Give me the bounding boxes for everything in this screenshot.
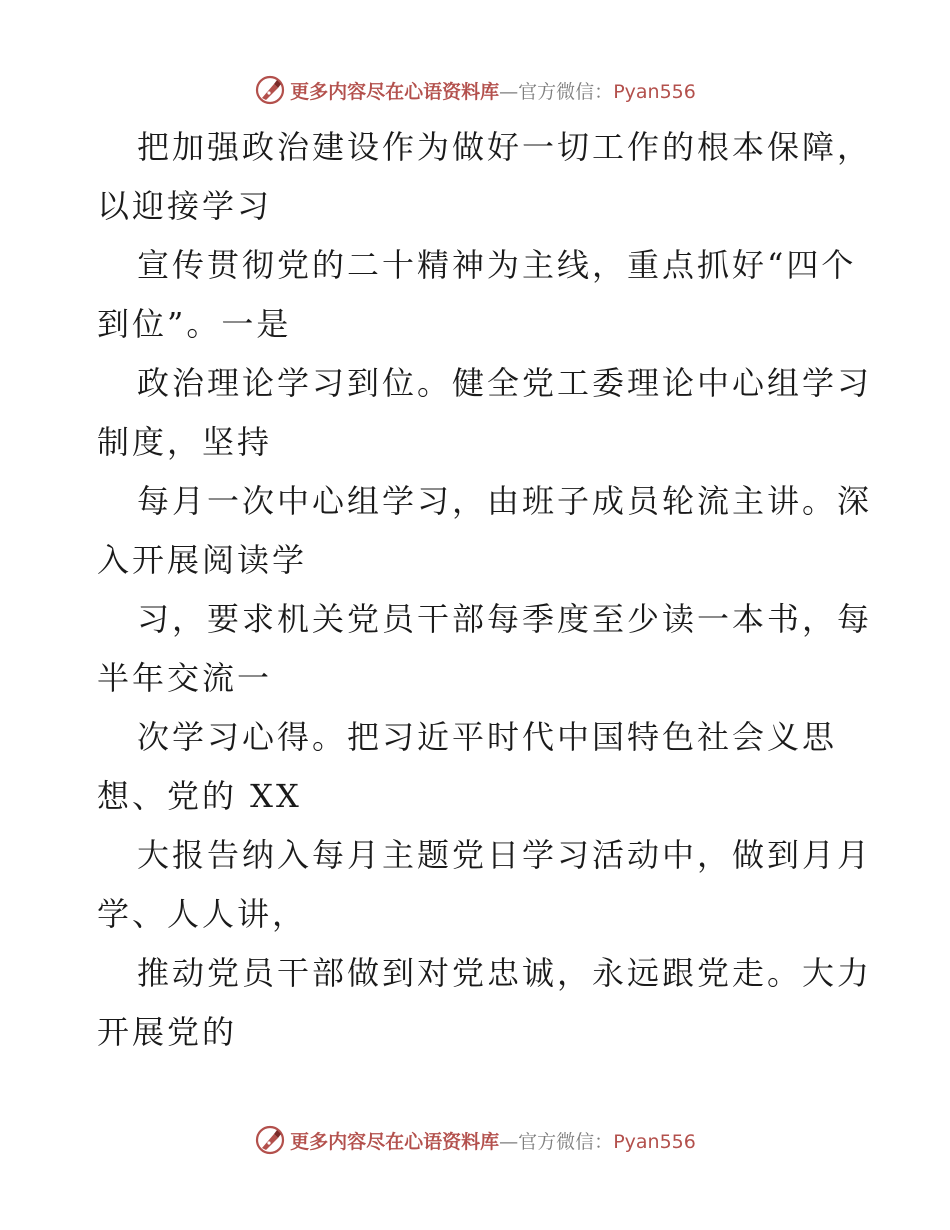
paragraph-line: 推动党员干部做到对党忠诚，永远跟党走。大力 <box>137 954 873 992</box>
paragraph-line: 大报告纳入每月主题党日学习活动中，做到月月 <box>137 836 873 874</box>
paragraph-line: 半年交流一 <box>97 659 273 697</box>
paragraph-line: 政治理论学习到位。健全党工委理论中心组学习 <box>137 364 873 402</box>
paragraph-line: 每月一次中心组学习，由班子成员轮流主讲。深 <box>137 482 873 520</box>
paragraph-line: 学、人人讲， <box>97 895 308 933</box>
pen-nib-logo-icon <box>254 74 286 106</box>
watermark-brand: 更多内容尽在心语资料库 <box>290 80 500 103</box>
paragraph-line: 把加强政治建设作为做好一切工作的根本保障， <box>137 128 873 166</box>
paragraph-line: 以迎接学习 <box>97 187 273 225</box>
watermark-text <box>290 1127 696 1154</box>
watermark-handle: Pyan556 <box>613 1130 696 1153</box>
document-body <box>97 118 873 1062</box>
paragraph-line: 开展党的 <box>97 1013 238 1051</box>
paragraph-line: 制度，坚持 <box>97 423 273 461</box>
footer-watermark <box>0 1120 950 1160</box>
paragraph-line: 想、党的 XX <box>97 777 302 815</box>
watermark-official-label: —官方微信： <box>499 80 614 103</box>
header-watermark <box>0 70 950 110</box>
paragraph-line: 习，要求机关党员干部每季度至少读一本书，每 <box>137 600 873 638</box>
paragraph-line: 到位”。一是 <box>97 305 292 343</box>
pen-nib-logo-icon <box>254 1124 286 1156</box>
watermark-handle: Pyan556 <box>613 80 696 103</box>
paragraph-line: 次学习心得。把习近平时代中国特色社会义思 <box>137 718 838 756</box>
watermark-text <box>290 77 696 104</box>
paragraph-line: 宣传贯彻党的二十精神为主线，重点抓好“四个 <box>137 246 857 284</box>
watermark-brand: 更多内容尽在心语资料库 <box>290 1130 500 1153</box>
watermark-official-label: —官方微信： <box>499 1130 614 1153</box>
paragraph-line: 入开展阅读学 <box>97 541 308 579</box>
